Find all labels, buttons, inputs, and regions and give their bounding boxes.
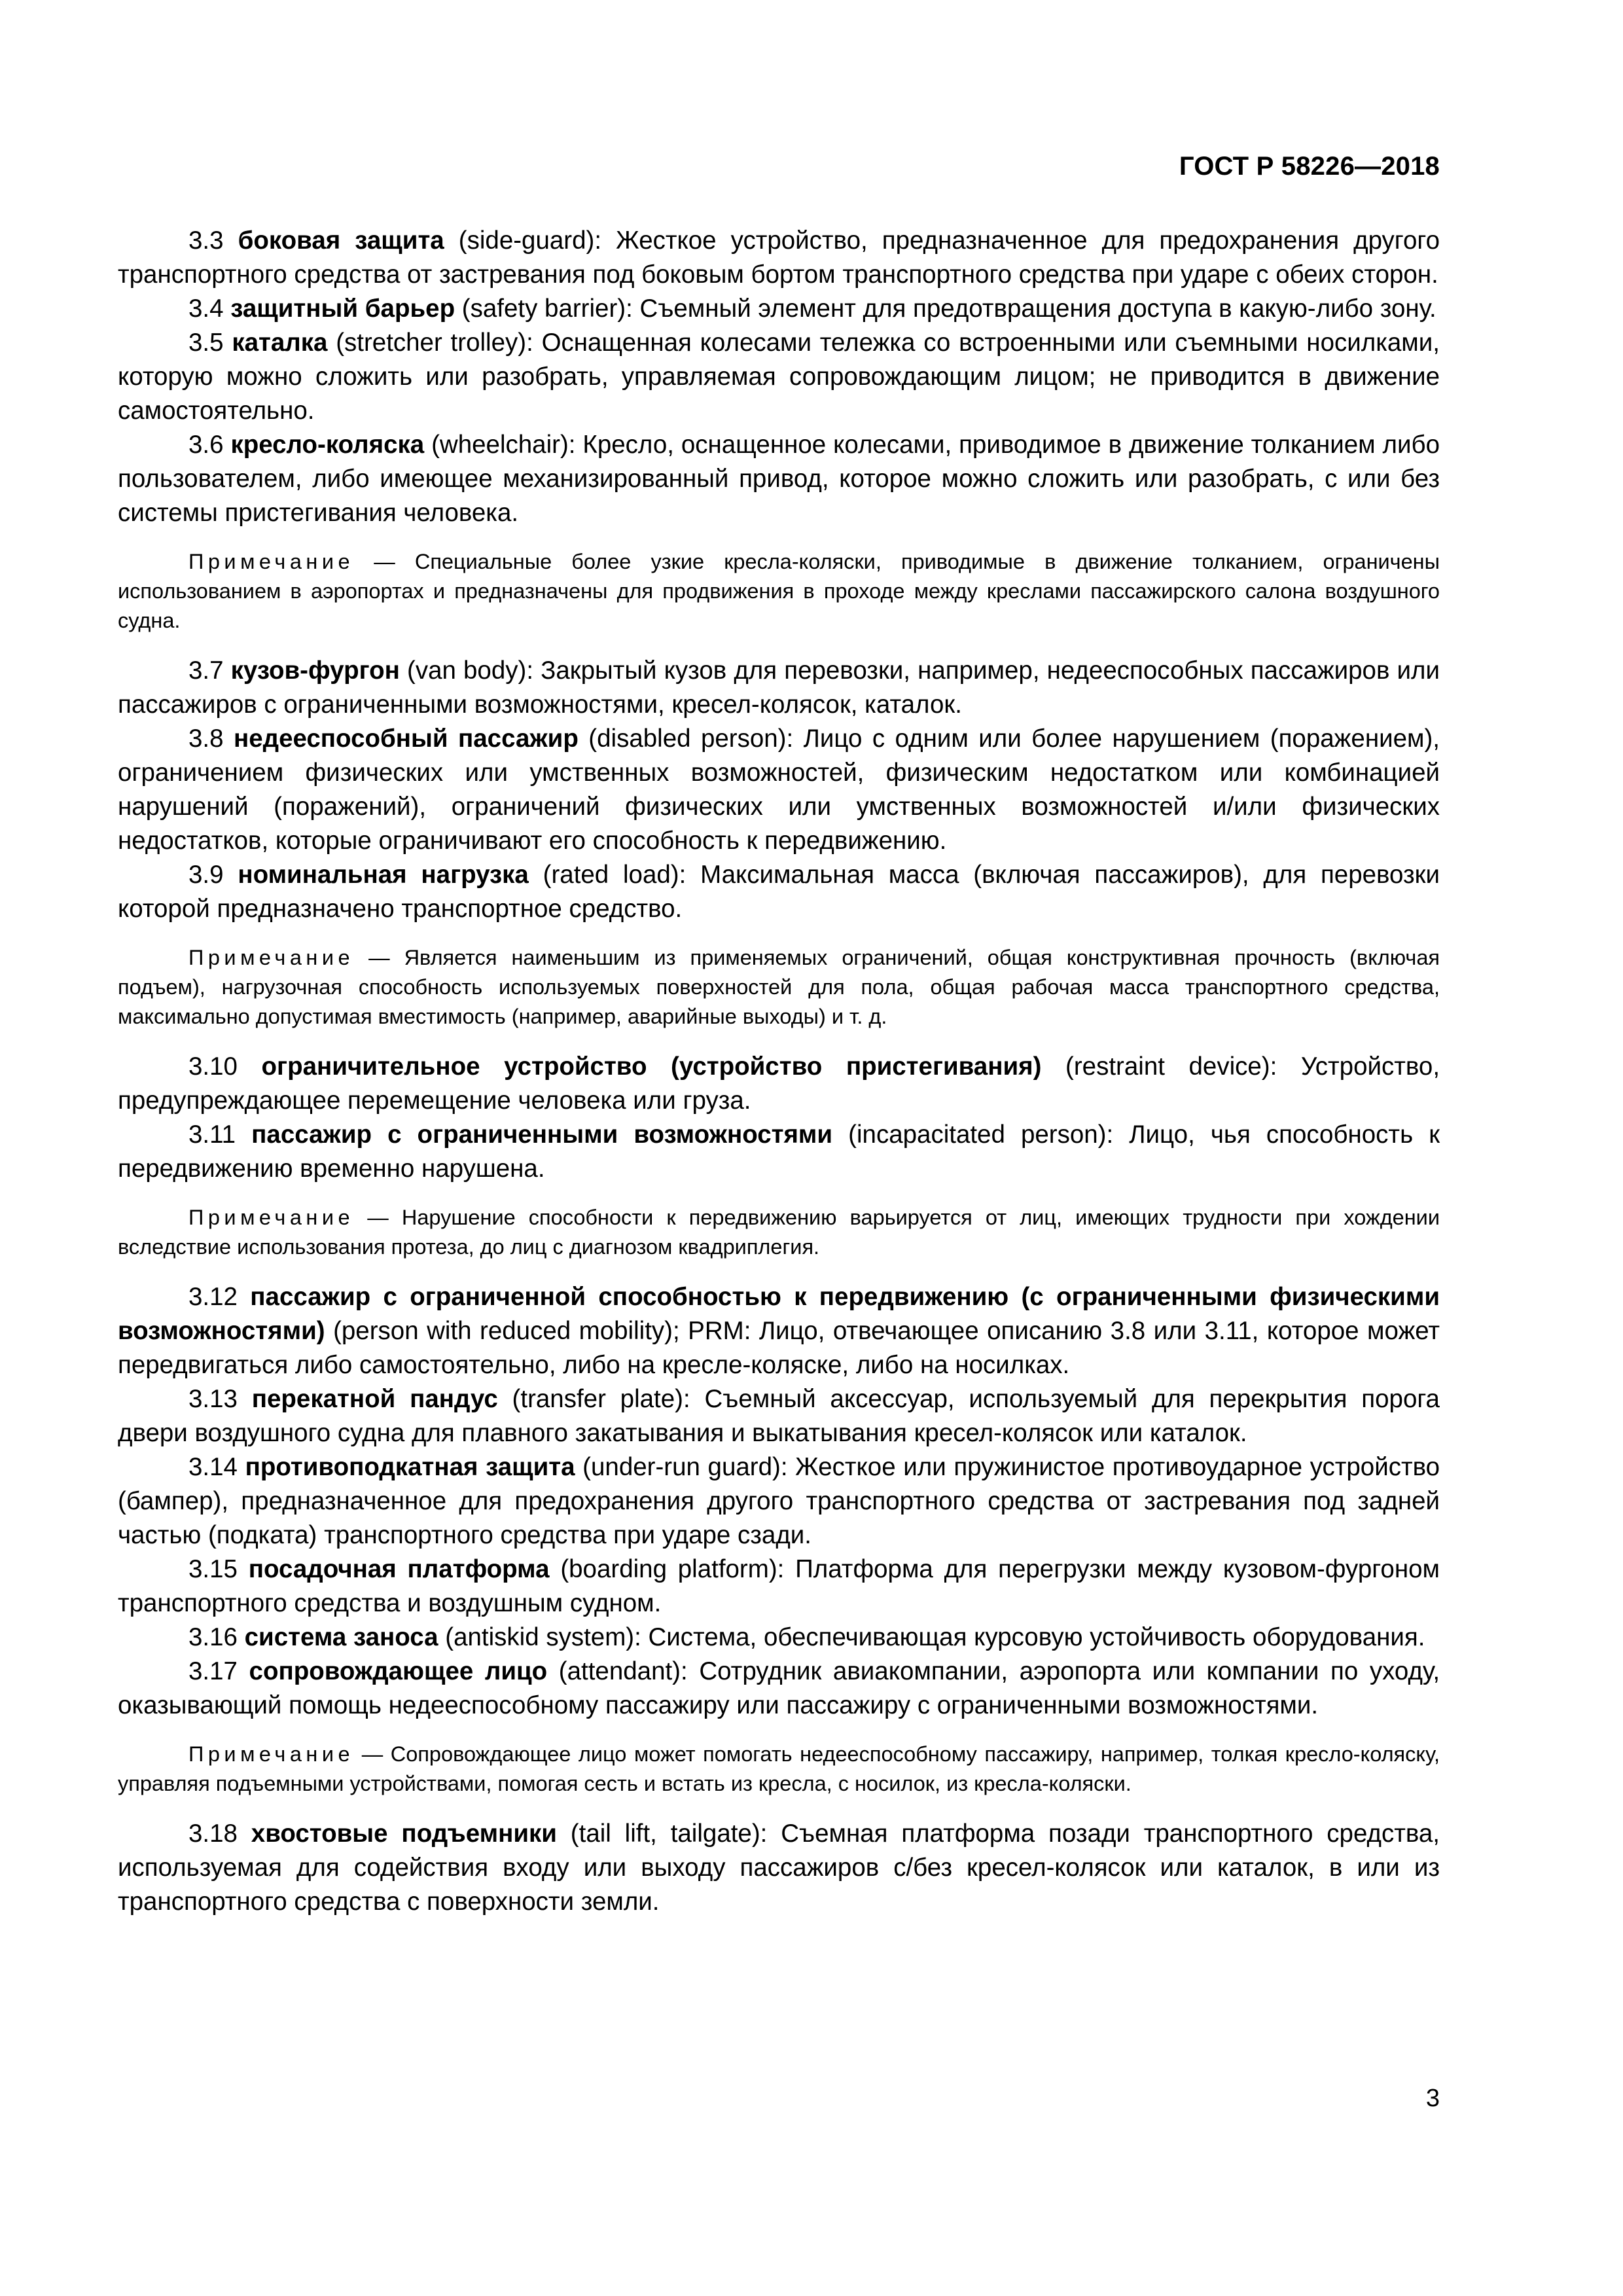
term-entry (118, 1050, 1440, 1118)
note (118, 1203, 1440, 1262)
term-english: (disabled person): (588, 725, 794, 753)
term-name: пассажир с ограниченными возможностями (251, 1121, 833, 1149)
term-name: защитный барьер (230, 295, 455, 323)
term-name: боковая защита (238, 226, 444, 255)
term-name: посадочная платформа (248, 1555, 550, 1583)
term-entry (118, 428, 1440, 530)
term-name: перекатной пандус (251, 1385, 498, 1413)
term-name: номинальная нагрузка (238, 861, 529, 889)
term-definition: Съемный элемент для предотвращения доступа в какую-либо зону. (639, 295, 1436, 323)
term-name: сопровождающее лицо (249, 1657, 548, 1685)
term-english: (incapacitated person): (848, 1121, 1114, 1149)
term-entry (118, 654, 1440, 722)
term-definition: Лицо, отвечающее описанию 3.8 или 3.11, которое может передвигаться либо самостоятельно, либо на кресле-коляске, либо на носилках. (118, 1317, 1440, 1379)
term-english: (attendant): (558, 1657, 688, 1685)
term-english: (rated load): (543, 861, 687, 889)
term-name: система заноса (244, 1623, 438, 1651)
term-english: (restraint device): (1065, 1052, 1277, 1081)
term-definition: Оснащенная колесами тележка со встроенными или съемными носилками, которую можно сложить или разобрать, управляемая сопровождающим лицом; не приводится в движение самостоятельно. (118, 329, 1440, 425)
term-english: (van body): (407, 656, 534, 685)
term-entry (118, 1655, 1440, 1723)
term-definition: Закрытый кузов для перевозки, например, недееспособных пассажиров или пассажиров с ограниченными возможностями, кресел-колясок, каталок. (118, 656, 1440, 719)
term-number: 3.10 (188, 1052, 238, 1081)
term-entry (118, 1280, 1440, 1382)
term-number: 3.7 (188, 656, 224, 685)
term-definition: Жесткое устройство, предназначенное для предохранения другого транспортного средства от застревания под боковым бортом транспортного средства при ударе с обеих сторон. (118, 226, 1440, 289)
term-english: (boarding platform): (560, 1555, 785, 1583)
page-number: 3 (1425, 2085, 1440, 2112)
term-entry (118, 858, 1440, 926)
term-definition: Система, обеспечивающая курсовую устойчивость оборудования. (648, 1623, 1425, 1651)
document-code: ГОСТ Р 58226—2018 (1179, 152, 1440, 181)
term-name: каталка (232, 329, 328, 357)
term-name: противоподкатная защита (245, 1453, 575, 1481)
term-number: 3.12 (188, 1283, 238, 1311)
term-definition: Кресло, оснащенное колесами, приводимое в движение толканием либо пользователем, либо имеющее механизированный привод, которое можно сложить или разобрать, с или без системы пристегивания человека. (118, 431, 1440, 527)
term-english: (antiskid system): (445, 1623, 641, 1651)
term-number: 3.15 (188, 1555, 238, 1583)
term-english: (safety barrier): (461, 295, 633, 323)
term-english: (transfer plate): (512, 1385, 690, 1413)
term-number: 3.8 (188, 725, 224, 753)
note-label: Примечание (188, 550, 355, 573)
term-entry (118, 1552, 1440, 1621)
note (118, 943, 1440, 1031)
term-definition: Лицо с одним или более нарушением (поражением), ограничением физических или умственных возможностей, физическим недостатком или комбинацией нарушений (поражений), ограничений физических или умственных возможностей и/или физических недостатков, которые ограничивают его способность к передвижению. (118, 725, 1440, 855)
note-text: — Специальные более узкие кресла-коляски, приводимые в движение толканием, ограничены использованием в аэропортах и предназначены для продвижения в проходе между креслами пассажирского салона воздушного судна. (118, 550, 1440, 632)
term-definition: Съемный аксессуар, используемый для перекрытия порога двери воздушного судна для плавного закатывания и выкатывания кресел-колясок или каталок. (118, 1385, 1440, 1447)
term-number: 3.3 (188, 226, 224, 255)
term-number: 3.13 (188, 1385, 238, 1413)
note-label: Примечание (188, 1742, 355, 1766)
term-english: (tail lift, tailgate): (570, 1820, 768, 1848)
note (118, 547, 1440, 636)
term-number: 3.4 (188, 295, 224, 323)
term-name: недееспособный пассажир (233, 725, 579, 753)
note-text: — Сопровождающее лицо может помогать недееспособному пассажиру, например, толкая кресло-коляску, управляя подъемными устройствами, помогая сесть и встать из кресла, с носилок, из кресла-коляски. (118, 1742, 1440, 1795)
term-name: хвостовые подъемники (251, 1820, 557, 1848)
note-text: — Является наименьшим из применяемых ограничений, общая конструктивная прочность (включая подъем), нагрузочная способность используемых поверхностей для пола, общая рабочая масса транспортного средства, максимально допустимая вместимость (например, аварийные выходы) и т. д. (118, 946, 1440, 1028)
term-english: (under-run guard): (582, 1453, 788, 1481)
term-entry (118, 292, 1440, 326)
term-number: 3.16 (188, 1623, 238, 1651)
term-english: (side-guard): (458, 226, 602, 255)
term-entry (118, 326, 1440, 428)
term-definition: Лицо, чья способность к передвижению временно нарушена. (118, 1121, 1440, 1183)
term-entry (118, 1382, 1440, 1450)
term-number: 3.11 (188, 1121, 236, 1149)
term-english: (wheelchair): (431, 431, 576, 459)
note-label: Примечание (188, 1206, 355, 1229)
term-number: 3.9 (188, 861, 224, 889)
term-definition: Съемная платформа позади транспортного средства, используемая для содействия входу или выходу пассажиров с/без кресел-колясок или каталок, в или из транспортного средства с поверхности земли. (118, 1820, 1440, 1916)
term-number: 3.6 (188, 431, 224, 459)
note-text: — Нарушение способности к передвижению варьируется от лиц, имеющих трудности при хождении вследствие использования протеза, до лиц с диагнозом квадриплегия. (118, 1206, 1440, 1259)
term-entry (118, 1118, 1440, 1186)
term-number: 3.5 (188, 329, 224, 357)
term-definition: Жесткое или пружинистое противоударное устройство (бампер), предназначенное для предохранения другого транспортного средства от застревания под задней частью (подката) транспортного средства при ударе сзади. (118, 1453, 1440, 1549)
term-definition: Устройство, предупреждающее перемещение человека или груза. (118, 1052, 1440, 1115)
term-entry (118, 1450, 1440, 1552)
term-name: кресло-коляска (230, 431, 425, 459)
term-name: пассажир с ограниченной способностью к передвижению (с ограниченными физическими возможностями) (118, 1283, 1440, 1345)
term-number: 3.18 (188, 1820, 238, 1848)
term-name: кузов-фургон (230, 656, 400, 685)
term-definition: Максимальная масса (включая пассажиров), для перевозки которой предназначено транспортное средство. (118, 861, 1440, 923)
term-number: 3.14 (188, 1453, 238, 1481)
term-english: (person with reduced mobility); PRM: (333, 1317, 751, 1345)
term-entry (118, 722, 1440, 858)
term-entry (118, 1621, 1440, 1655)
term-english: (stretcher trolley): (336, 329, 533, 357)
term-name: ограничительное устройство (устройство пристегивания) (261, 1052, 1042, 1081)
note-label: Примечание (188, 946, 355, 969)
term-definition: Платформа для перегрузки между кузовом-фургоном транспортного средства и воздушным судном. (118, 1555, 1440, 1617)
note (118, 1740, 1440, 1799)
terms-section (118, 224, 1440, 1919)
term-entry (118, 224, 1440, 292)
term-entry (118, 1817, 1440, 1919)
term-definition: Сотрудник авиакомпании, аэропорта или компании по уходу, оказывающий помощь недееспособному пассажиру или пассажиру с ограниченными возможностями. (118, 1657, 1440, 1719)
term-number: 3.17 (188, 1657, 238, 1685)
